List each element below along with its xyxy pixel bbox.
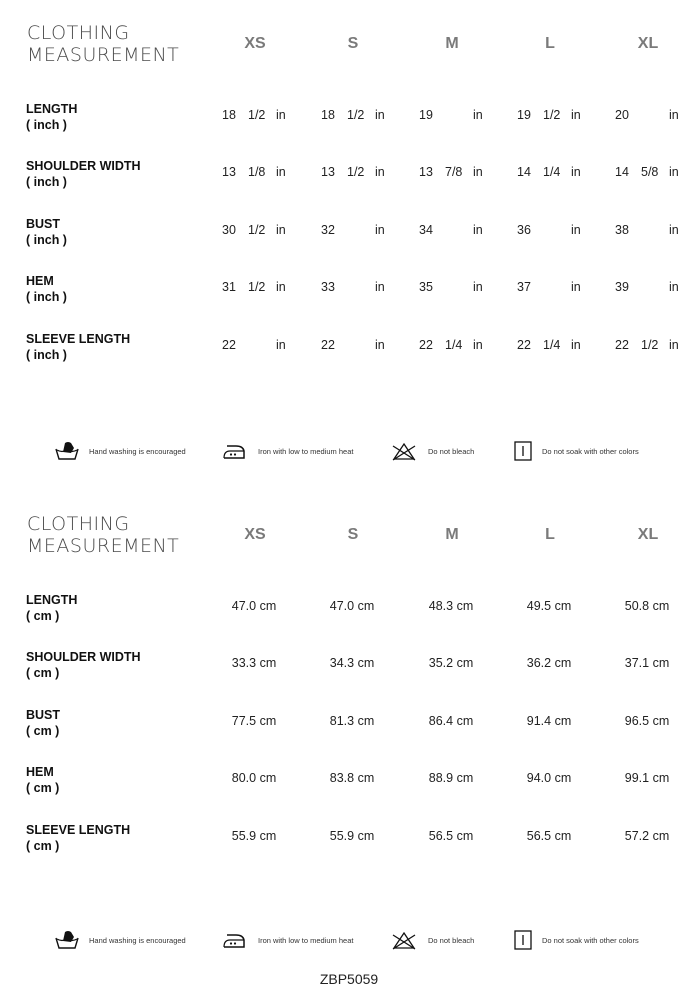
inch-unit: in xyxy=(473,165,483,179)
inch-unit: in xyxy=(276,223,286,237)
cm-value: 55.9 cm xyxy=(329,829,375,843)
inch-unit: in xyxy=(669,165,679,179)
inch-unit: in xyxy=(571,280,581,294)
inch-whole-value: 32 xyxy=(321,223,335,237)
cm-value: 80.0 cm xyxy=(231,771,277,785)
cm-value: 49.5 cm xyxy=(526,599,572,613)
inch-fraction-value: 1/2 xyxy=(248,108,266,122)
care-text: Do not bleach xyxy=(428,447,475,456)
inch-whole-value: 38 xyxy=(615,223,629,237)
inch-unit: in xyxy=(375,280,385,294)
inch-fraction-value: 1/4 xyxy=(543,165,561,179)
row-label-unit: ( cm ) xyxy=(26,666,60,680)
row-label-unit: ( inch ) xyxy=(26,290,67,304)
inch-whole-value: 18 xyxy=(321,108,335,122)
inch-unit: in xyxy=(473,280,483,294)
inch-unit: in xyxy=(375,223,385,237)
cm-value: 81.3 cm xyxy=(329,714,375,728)
title-line-1: CLOTHING xyxy=(27,513,130,535)
product-code: ZBP5059 xyxy=(319,971,379,987)
no-bleach-icon xyxy=(391,929,417,956)
cm-value: 94.0 cm xyxy=(526,771,572,785)
inch-unit: in xyxy=(276,280,286,294)
cm-value: 57.2 cm xyxy=(624,829,670,843)
cm-value: 50.8 cm xyxy=(624,599,670,613)
row-label-unit: ( inch ) xyxy=(26,233,67,247)
care-text: Iron with low to medium heat xyxy=(258,447,354,456)
title-line-1: CLOTHING xyxy=(27,22,130,44)
inch-unit: in xyxy=(276,165,286,179)
inch-whole-value: 22 xyxy=(419,338,433,352)
row-label-unit: ( cm ) xyxy=(26,839,60,853)
inch-fraction-value: 1/2 xyxy=(248,280,266,294)
inch-whole-value: 13 xyxy=(419,165,433,179)
care-text: Hand washing is encouraged xyxy=(89,936,186,945)
cm-value: 56.5 cm xyxy=(526,829,572,843)
row-label-name: BUST xyxy=(26,217,61,231)
cm-value: 36.2 cm xyxy=(526,656,572,670)
size-header-xs: XS xyxy=(244,35,266,52)
inch-whole-value: 18 xyxy=(222,108,236,122)
row-label xyxy=(26,649,141,681)
size-header-l: L xyxy=(545,35,555,52)
row-label xyxy=(26,273,67,305)
cm-value: 86.4 cm xyxy=(428,714,474,728)
inch-fraction-value: 1/2 xyxy=(641,338,659,352)
inch-whole-value: 13 xyxy=(321,165,335,179)
inch-fraction-value: 1/4 xyxy=(445,338,463,352)
inch-unit: in xyxy=(669,280,679,294)
row-label-name: SHOULDER WIDTH xyxy=(26,650,141,664)
inch-fraction-value: 1/8 xyxy=(248,165,266,179)
row-label xyxy=(26,822,130,854)
inch-fraction-value: 1/2 xyxy=(248,223,266,237)
cm-value: 47.0 cm xyxy=(231,599,277,613)
inch-unit: in xyxy=(375,338,385,352)
row-label-unit: ( inch ) xyxy=(26,118,67,132)
cm-value: 83.8 cm xyxy=(329,771,375,785)
size-header-m: M xyxy=(445,526,459,543)
row-label-unit: ( cm ) xyxy=(26,724,60,738)
care-text: Hand washing is encouraged xyxy=(89,447,186,456)
inch-unit: in xyxy=(669,108,679,122)
inch-unit: in xyxy=(571,108,581,122)
title-line-2: MEASUREMENT xyxy=(27,535,180,557)
inch-unit: in xyxy=(571,223,581,237)
inch-unit: in xyxy=(276,108,286,122)
inch-unit: in xyxy=(473,108,483,122)
cm-value: 55.9 cm xyxy=(231,829,277,843)
inch-whole-value: 14 xyxy=(615,165,629,179)
inch-whole-value: 22 xyxy=(615,338,629,352)
care-text: Do not bleach xyxy=(428,936,475,945)
inch-whole-value: 31 xyxy=(222,280,236,294)
inch-unit: in xyxy=(473,223,483,237)
row-label-name: HEM xyxy=(26,765,54,779)
cm-value: 47.0 cm xyxy=(329,599,375,613)
row-label-name: LENGTH xyxy=(26,102,78,116)
no-soak-icon xyxy=(510,440,536,467)
care-text: Do not soak with other colors xyxy=(542,936,639,945)
inch-whole-value: 14 xyxy=(517,165,531,179)
care-text: Iron with low to medium heat xyxy=(258,936,354,945)
iron-icon xyxy=(221,440,247,467)
cm-value: 99.1 cm xyxy=(624,771,670,785)
hand-wash-icon xyxy=(54,929,80,956)
size-header-l: L xyxy=(545,526,555,543)
inch-unit: in xyxy=(375,108,385,122)
cm-value: 77.5 cm xyxy=(231,714,277,728)
care-text: Do not soak with other colors xyxy=(542,447,639,456)
inch-whole-value: 37 xyxy=(517,280,531,294)
cm-value: 91.4 cm xyxy=(526,714,572,728)
row-label-unit: ( inch ) xyxy=(26,175,67,189)
inch-fraction-value: 1/4 xyxy=(543,338,561,352)
row-label-name: BUST xyxy=(26,708,61,722)
inch-whole-value: 22 xyxy=(321,338,335,352)
inch-whole-value: 34 xyxy=(419,223,433,237)
inch-unit: in xyxy=(571,338,581,352)
inch-whole-value: 22 xyxy=(222,338,236,352)
cm-value: 34.3 cm xyxy=(329,656,375,670)
cm-value: 48.3 cm xyxy=(428,599,474,613)
size-header-xl: XL xyxy=(637,526,659,543)
inch-chart-title xyxy=(27,22,179,66)
inch-fraction-value: 1/2 xyxy=(543,108,561,122)
size-header-s: S xyxy=(347,35,359,52)
inch-unit: in xyxy=(375,165,385,179)
cm-value: 88.9 cm xyxy=(428,771,474,785)
inch-fraction-value: 7/8 xyxy=(445,165,463,179)
inch-unit: in xyxy=(669,223,679,237)
cm-chart-title xyxy=(27,513,179,557)
inch-whole-value: 13 xyxy=(222,165,236,179)
row-label xyxy=(26,331,130,363)
size-header-m: M xyxy=(445,35,459,52)
inch-fraction-value: 1/2 xyxy=(347,165,365,179)
inch-whole-value: 22 xyxy=(517,338,531,352)
inch-fraction-value: 1/2 xyxy=(347,108,365,122)
inch-whole-value: 35 xyxy=(419,280,433,294)
cm-value: 35.2 cm xyxy=(428,656,474,670)
hand-wash-icon xyxy=(54,440,80,467)
inch-whole-value: 19 xyxy=(419,108,433,122)
inch-unit: in xyxy=(276,338,286,352)
cm-value: 37.1 cm xyxy=(624,656,670,670)
no-bleach-icon xyxy=(391,440,417,467)
row-label xyxy=(26,101,77,133)
cm-value: 33.3 cm xyxy=(231,656,277,670)
row-label-name: SHOULDER WIDTH xyxy=(26,159,141,173)
inch-unit: in xyxy=(669,338,679,352)
inch-whole-value: 30 xyxy=(222,223,236,237)
row-label-name: LENGTH xyxy=(26,593,78,607)
row-label xyxy=(26,764,59,796)
inch-whole-value: 20 xyxy=(615,108,629,122)
inch-whole-value: 36 xyxy=(517,223,531,237)
size-header-s: S xyxy=(347,526,359,543)
inch-unit: in xyxy=(473,338,483,352)
row-label xyxy=(26,707,60,739)
row-label-unit: ( inch ) xyxy=(26,348,67,362)
inch-whole-value: 39 xyxy=(615,280,629,294)
cm-value: 96.5 cm xyxy=(624,714,670,728)
iron-icon xyxy=(221,929,247,956)
inch-whole-value: 19 xyxy=(517,108,531,122)
title-line-2: MEASUREMENT xyxy=(27,44,180,66)
row-label-name: SLEEVE LENGTH xyxy=(26,332,131,346)
cm-value: 56.5 cm xyxy=(428,829,474,843)
inch-fraction-value: 5/8 xyxy=(641,165,659,179)
size-header-xs: XS xyxy=(244,526,266,543)
row-label-unit: ( cm ) xyxy=(26,609,60,623)
row-label xyxy=(26,592,77,624)
inch-whole-value: 33 xyxy=(321,280,335,294)
inch-unit: in xyxy=(571,165,581,179)
row-label xyxy=(26,158,141,190)
row-label-name: SLEEVE LENGTH xyxy=(26,823,131,837)
size-header-xl: XL xyxy=(637,35,659,52)
row-label xyxy=(26,216,67,248)
no-soak-icon xyxy=(510,929,536,956)
row-label-unit: ( cm ) xyxy=(26,781,60,795)
row-label-name: HEM xyxy=(26,274,54,288)
